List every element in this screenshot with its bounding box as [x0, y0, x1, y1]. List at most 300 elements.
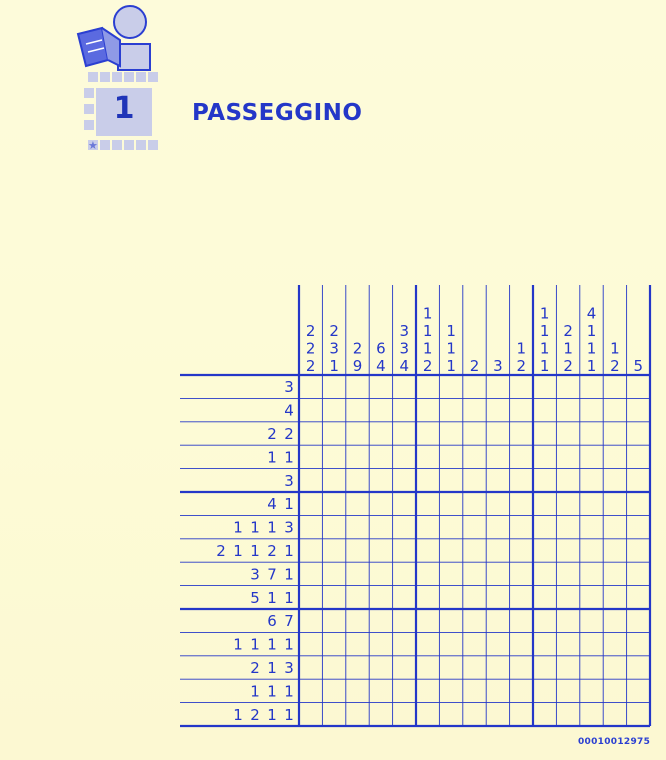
grid-cell[interactable] [322, 422, 345, 445]
grid-cell[interactable] [369, 656, 392, 679]
grid-cell[interactable] [603, 515, 626, 538]
row-clue: 3 [284, 378, 294, 397]
grid-cell[interactable] [580, 609, 603, 632]
grid-cell[interactable] [627, 679, 650, 702]
grid-cell[interactable] [393, 539, 416, 562]
row-clue: 3 [284, 659, 294, 677]
grid-cell[interactable] [393, 445, 416, 468]
grid-cell[interactable] [533, 422, 556, 445]
grid-cell[interactable] [463, 422, 486, 445]
column-clue: 6 [376, 339, 386, 358]
grid-cell[interactable] [322, 632, 345, 655]
grid-cell[interactable] [463, 703, 486, 726]
grid-cell[interactable] [580, 492, 603, 515]
grid-cell[interactable] [603, 445, 626, 468]
grid-cell[interactable] [439, 445, 462, 468]
grid-cell[interactable] [533, 562, 556, 585]
grid-cell[interactable] [580, 679, 603, 702]
grid-cell[interactable] [299, 562, 322, 585]
column-clue: 2 [352, 339, 363, 358]
grid-cell[interactable] [603, 539, 626, 562]
grid-cell[interactable] [603, 469, 626, 492]
grid-cell[interactable] [346, 539, 369, 562]
grid-cell[interactable] [439, 656, 462, 679]
grid-cell[interactable] [556, 679, 579, 702]
grid-cell[interactable] [299, 492, 322, 515]
grid-cell[interactable] [486, 562, 509, 585]
grid-cell[interactable] [463, 656, 486, 679]
grid-cell[interactable] [486, 469, 509, 492]
grid-cell[interactable] [603, 586, 626, 609]
grid-cell[interactable] [556, 375, 579, 398]
grid-cell[interactable] [416, 445, 439, 468]
column-clue: 1 [422, 339, 433, 358]
grid-cell[interactable] [299, 632, 322, 655]
column-clue: 9 [352, 357, 363, 375]
grid-cell[interactable] [556, 445, 579, 468]
grid-cell[interactable] [556, 656, 579, 679]
grid-cell[interactable] [369, 539, 392, 562]
grid-cell[interactable] [580, 656, 603, 679]
grid-cell[interactable] [486, 492, 509, 515]
grid-cell[interactable] [393, 586, 416, 609]
grid-cell[interactable] [486, 422, 509, 445]
grid-cell[interactable] [556, 586, 579, 609]
grid-cell[interactable] [533, 609, 556, 632]
column-clue: 2 [305, 322, 316, 340]
grid-cell[interactable] [533, 632, 556, 655]
row-clue: 1 [267, 682, 277, 701]
grid-cell[interactable] [627, 515, 650, 538]
grid-cell[interactable] [346, 562, 369, 585]
grid-cell[interactable] [486, 703, 509, 726]
grid-cell[interactable] [603, 422, 626, 445]
grid-cell[interactable] [580, 539, 603, 562]
column-clue: 1 [563, 339, 573, 358]
row-clue: 1 [233, 542, 243, 560]
grid-cell[interactable] [486, 679, 509, 702]
grid-cell[interactable] [393, 422, 416, 445]
grid-cell[interactable] [627, 609, 650, 632]
row-clue: 2 [216, 542, 226, 560]
grid-cell[interactable] [510, 656, 533, 679]
grid-cell[interactable] [556, 539, 579, 562]
grid-cell[interactable] [627, 398, 650, 421]
serial-number: 00010012975 [578, 737, 651, 747]
row-clue: 1 [284, 588, 294, 607]
row-clue: 4 [284, 401, 294, 420]
grid-cell[interactable] [346, 609, 369, 632]
grid-cell[interactable] [533, 656, 556, 679]
column-clue: 1 [539, 322, 550, 340]
grid-cell[interactable] [463, 539, 486, 562]
grid-cell[interactable] [556, 703, 579, 726]
grid-cell[interactable] [533, 586, 556, 609]
grid-cell[interactable] [556, 562, 579, 585]
grid-cell[interactable] [603, 679, 626, 702]
grid-cell[interactable] [299, 422, 322, 445]
puzzle-title: PASSEGGINO [192, 100, 363, 126]
grid-cell[interactable] [533, 703, 556, 726]
grid-cell[interactable] [369, 632, 392, 655]
grid-cell[interactable] [486, 632, 509, 655]
grid-cell[interactable] [627, 632, 650, 655]
grid-cell[interactable] [486, 539, 509, 562]
grid-cell[interactable] [486, 515, 509, 538]
column-clue: 4 [399, 357, 410, 375]
column-clue: 2 [563, 357, 573, 375]
grid-cell[interactable] [369, 375, 392, 398]
grid-cell[interactable] [627, 469, 650, 492]
column-clue: 3 [329, 339, 339, 358]
grid-cell[interactable] [393, 398, 416, 421]
grid-cell[interactable] [556, 515, 579, 538]
grid-cell[interactable] [627, 492, 650, 515]
grid-cell[interactable] [393, 492, 416, 515]
grid-cell[interactable] [510, 609, 533, 632]
row-clue: 2 [250, 705, 260, 724]
grid-cell[interactable] [416, 609, 439, 632]
column-clue: 1 [446, 357, 456, 375]
grid-cell[interactable] [416, 656, 439, 679]
grid-cell[interactable] [580, 586, 603, 609]
grid-cell[interactable] [603, 375, 626, 398]
grid-cell[interactable] [510, 679, 533, 702]
column-clue: 3 [493, 357, 503, 375]
grid-cell[interactable] [510, 515, 533, 538]
grid-cell[interactable] [346, 445, 369, 468]
grid-cell[interactable] [463, 375, 486, 398]
grid-cell[interactable] [556, 422, 579, 445]
grid-cell[interactable] [486, 375, 509, 398]
grid-cell[interactable] [299, 515, 322, 538]
grid-cell[interactable] [369, 679, 392, 702]
column-clue: 1 [539, 357, 550, 375]
column-clue: 3 [399, 339, 410, 358]
grid-cell[interactable] [510, 422, 533, 445]
row-clue: 1 [284, 542, 294, 560]
grid-cell[interactable] [322, 679, 345, 702]
grid-cell[interactable] [299, 656, 322, 679]
grid-cell[interactable] [322, 398, 345, 421]
grid-cell[interactable] [299, 539, 322, 562]
grid-cell[interactable] [439, 562, 462, 585]
grid-cell[interactable] [627, 586, 650, 609]
grid-cell[interactable] [322, 539, 345, 562]
grid-cell[interactable] [463, 586, 486, 609]
column-clue: 1 [586, 339, 597, 358]
grid-cell[interactable] [369, 469, 392, 492]
row-clue: 1 [233, 635, 243, 654]
grid-cell[interactable] [580, 469, 603, 492]
grid-cell[interactable] [346, 679, 369, 702]
row-clue: 3 [284, 518, 294, 537]
grid-cell[interactable] [486, 586, 509, 609]
grid-cell[interactable] [627, 539, 650, 562]
row-clue: 1 [250, 518, 260, 537]
column-clue: 2 [563, 322, 573, 340]
row-clue: 1 [267, 635, 277, 654]
grid-cell[interactable] [510, 445, 533, 468]
grid-cell[interactable] [439, 586, 462, 609]
grid-cell[interactable] [533, 492, 556, 515]
grid-cell[interactable] [439, 515, 462, 538]
row-clue: 7 [267, 565, 277, 584]
grid-cell[interactable] [486, 609, 509, 632]
row-clue: 1 [284, 705, 294, 724]
grid-cell[interactable] [346, 632, 369, 655]
grid-cell[interactable] [439, 679, 462, 702]
grid-cell[interactable] [346, 515, 369, 538]
grid-cell[interactable] [463, 445, 486, 468]
column-clue: 2 [469, 357, 480, 375]
grid-cell[interactable] [510, 562, 533, 585]
grid-cell[interactable] [416, 539, 439, 562]
grid-cell[interactable] [533, 515, 556, 538]
grid-cell[interactable] [580, 422, 603, 445]
column-clue: 1 [539, 339, 550, 358]
grid-cell[interactable] [416, 632, 439, 655]
grid-cell[interactable] [322, 445, 345, 468]
row-clue: 6 [267, 612, 277, 631]
grid-cell[interactable] [439, 469, 462, 492]
grid-cell[interactable] [299, 375, 322, 398]
grid-cell[interactable] [510, 398, 533, 421]
grid-cell[interactable] [463, 679, 486, 702]
row-clue: 1 [233, 705, 243, 724]
grid-cell[interactable] [510, 586, 533, 609]
grid-cell[interactable] [393, 375, 416, 398]
column-clue: 4 [586, 304, 597, 323]
grid-cell[interactable] [416, 492, 439, 515]
grid-cell[interactable] [299, 445, 322, 468]
row-clue: 1 [284, 635, 294, 654]
row-clue: 1 [267, 588, 277, 607]
grid-cell[interactable] [463, 515, 486, 538]
grid-cell[interactable] [556, 632, 579, 655]
grid-cell[interactable] [439, 492, 462, 515]
column-clue: 1 [539, 304, 550, 323]
grid-cell[interactable] [416, 562, 439, 585]
column-clue: 2 [305, 339, 316, 358]
row-clue: 1 [267, 659, 277, 677]
grid-cell[interactable] [486, 656, 509, 679]
grid-cell[interactable] [322, 375, 345, 398]
grid-cell[interactable] [416, 515, 439, 538]
grid-cell[interactable] [369, 609, 392, 632]
grid-cell[interactable] [486, 398, 509, 421]
row-clue: 1 [250, 635, 260, 654]
column-clue: 2 [516, 357, 527, 375]
grid-cell[interactable] [299, 609, 322, 632]
grid-cell[interactable] [510, 632, 533, 655]
grid-cell[interactable] [416, 375, 439, 398]
column-clue: 2 [329, 322, 339, 340]
column-clue: 1 [586, 357, 597, 375]
grid-cell[interactable] [463, 632, 486, 655]
grid-cell[interactable] [556, 469, 579, 492]
grid-cell[interactable] [393, 679, 416, 702]
grid-cell[interactable] [463, 609, 486, 632]
grid-cell[interactable] [322, 609, 345, 632]
grid-cell[interactable] [510, 469, 533, 492]
grid-cell[interactable] [346, 398, 369, 421]
grid-cell[interactable] [533, 539, 556, 562]
row-clue: 1 [267, 518, 277, 537]
grid-cell[interactable] [439, 609, 462, 632]
row-clue: 2 [250, 659, 260, 677]
grid-cell[interactable] [580, 398, 603, 421]
grid-cell[interactable] [439, 703, 462, 726]
column-clue: 1 [446, 322, 456, 340]
grid-cell[interactable] [627, 562, 650, 585]
grid-cell[interactable] [393, 515, 416, 538]
column-clue: 1 [446, 339, 456, 358]
grid-cell[interactable] [393, 562, 416, 585]
grid-cell[interactable] [510, 703, 533, 726]
grid-cell[interactable] [346, 586, 369, 609]
grid-cell[interactable] [416, 586, 439, 609]
grid-cell[interactable] [603, 398, 626, 421]
column-clue: 1 [586, 322, 597, 340]
row-clue: 1 [250, 542, 260, 560]
grid-cell[interactable] [627, 656, 650, 679]
grid-cell[interactable] [463, 562, 486, 585]
grid-cell[interactable] [439, 398, 462, 421]
grid-cell[interactable] [416, 469, 439, 492]
column-clue: 1 [610, 339, 620, 358]
row-clue: 1 [284, 448, 294, 467]
grid-cell[interactable] [393, 632, 416, 655]
row-clue: 7 [284, 612, 294, 631]
column-clue: 2 [610, 357, 620, 375]
grid-cell[interactable] [346, 492, 369, 515]
puzzle-number: 1 [113, 91, 135, 126]
grid-cell[interactable] [533, 679, 556, 702]
grid-cell[interactable] [580, 375, 603, 398]
grid-cell[interactable] [533, 445, 556, 468]
grid-cell[interactable] [580, 515, 603, 538]
grid-cell[interactable] [439, 375, 462, 398]
row-clue: 1 [233, 518, 243, 537]
grid-cell[interactable] [603, 562, 626, 585]
grid-cell[interactable] [322, 492, 345, 515]
grid-cell[interactable] [416, 422, 439, 445]
grid-cell[interactable] [603, 492, 626, 515]
grid-cell[interactable] [322, 515, 345, 538]
grid-cell[interactable] [627, 375, 650, 398]
grid-cell[interactable] [299, 586, 322, 609]
row-clue: 3 [250, 565, 260, 584]
row-clue: 4 [267, 495, 277, 514]
column-clue: 1 [516, 339, 527, 358]
column-clue: 1 [422, 322, 433, 340]
grid-cell[interactable] [510, 492, 533, 515]
grid-cell[interactable] [416, 679, 439, 702]
grid-cell[interactable] [439, 422, 462, 445]
grid-cell[interactable] [369, 398, 392, 421]
grid-cell[interactable] [580, 562, 603, 585]
star-icon: ★ [88, 139, 98, 152]
grid-cell[interactable] [603, 656, 626, 679]
grid-cell[interactable] [322, 586, 345, 609]
grid-cell[interactable] [369, 586, 392, 609]
column-clue: 2 [305, 357, 316, 375]
grid-cell[interactable] [322, 656, 345, 679]
grid-cell[interactable] [416, 398, 439, 421]
grid-cell[interactable] [369, 422, 392, 445]
grid-cell[interactable] [346, 469, 369, 492]
grid-cell[interactable] [393, 469, 416, 492]
grid-cell[interactable] [439, 539, 462, 562]
grid-cell[interactable] [393, 609, 416, 632]
grid-cell[interactable] [627, 703, 650, 726]
grid-cell[interactable] [346, 375, 369, 398]
grid-cell[interactable] [369, 515, 392, 538]
grid-cell[interactable] [299, 703, 322, 726]
grid-cell[interactable] [486, 445, 509, 468]
grid-cell[interactable] [627, 422, 650, 445]
grid-cell[interactable] [510, 539, 533, 562]
column-clue: 5 [633, 357, 644, 375]
row-clue: 1 [284, 565, 294, 584]
grid-cell[interactable] [369, 703, 392, 726]
grid-cell[interactable] [416, 703, 439, 726]
grid-cell[interactable] [346, 422, 369, 445]
grid-cell[interactable] [369, 445, 392, 468]
grid-cell[interactable] [603, 609, 626, 632]
column-clue: 1 [329, 357, 339, 375]
row-clue: 2 [267, 542, 277, 560]
grid-cell[interactable] [533, 469, 556, 492]
row-clue: 1 [250, 682, 260, 701]
row-clue: 2 [284, 425, 294, 443]
row-clue: 1 [267, 705, 277, 724]
row-clue: 1 [267, 448, 277, 467]
grid-cell[interactable] [510, 375, 533, 398]
grid-cell[interactable] [463, 469, 486, 492]
grid-cell[interactable] [439, 632, 462, 655]
grid-cell[interactable] [299, 679, 322, 702]
grid-cell[interactable] [533, 375, 556, 398]
grid-cell[interactable] [299, 469, 322, 492]
grid-cell[interactable] [322, 469, 345, 492]
row-clue: 5 [250, 588, 260, 607]
grid-cell[interactable] [533, 398, 556, 421]
grid-cell[interactable] [580, 703, 603, 726]
grid-cell[interactable] [556, 492, 579, 515]
grid-cell[interactable] [463, 492, 486, 515]
grid-cell[interactable] [299, 398, 322, 421]
grid-cell[interactable] [322, 703, 345, 726]
grid-cell[interactable] [627, 445, 650, 468]
grid-cell[interactable] [393, 656, 416, 679]
grid-cell[interactable] [322, 562, 345, 585]
grid-cell[interactable] [580, 632, 603, 655]
grid-cell[interactable] [603, 632, 626, 655]
grid-cell[interactable] [556, 609, 579, 632]
grid-cell[interactable] [369, 492, 392, 515]
grid-cell[interactable] [346, 656, 369, 679]
grid-cell[interactable] [393, 703, 416, 726]
grid-cell[interactable] [603, 703, 626, 726]
grid-cell[interactable] [463, 398, 486, 421]
grid-cell[interactable] [369, 562, 392, 585]
grid-cell[interactable] [346, 703, 369, 726]
row-clue: 1 [284, 495, 294, 514]
grid-cell[interactable] [556, 398, 579, 421]
grid-cell[interactable] [580, 445, 603, 468]
